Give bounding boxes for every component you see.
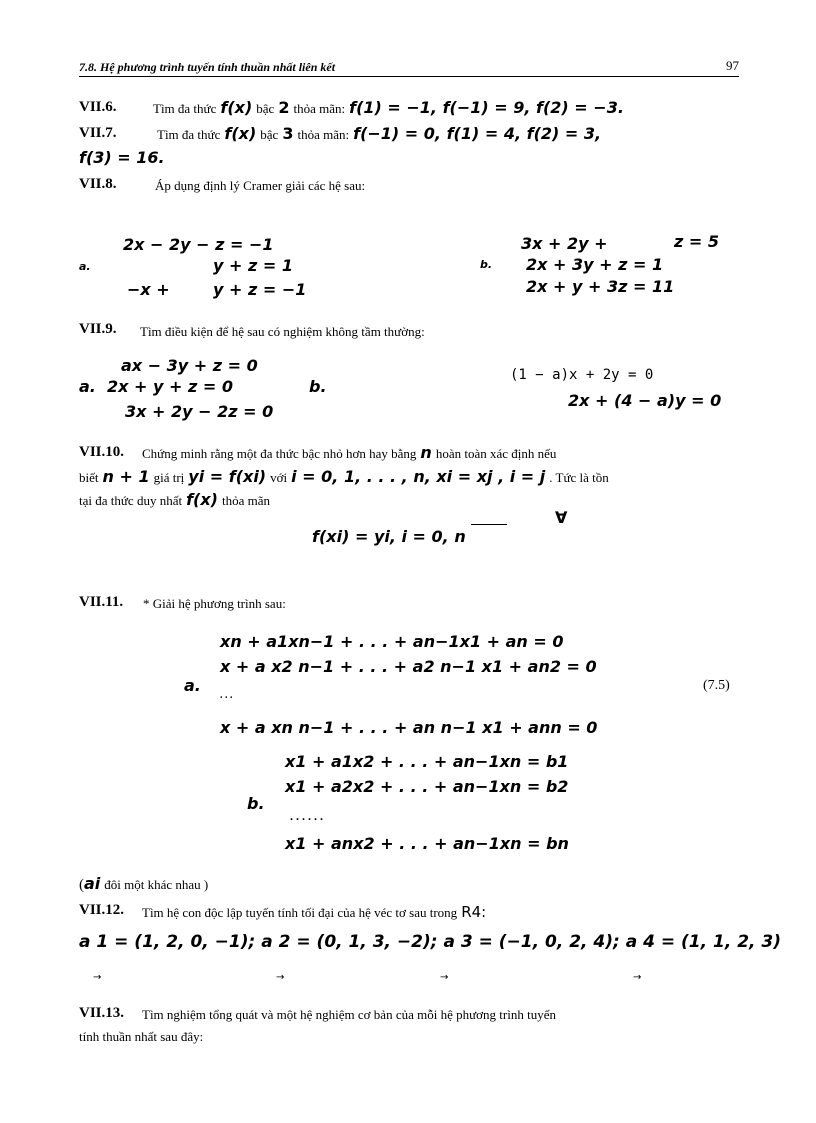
p10-line2c: với	[270, 470, 288, 485]
p12-vectors: a 1 = (1, 2, 0, −1); a 2 = (0, 1, 3, −2); a 3 = (−1, 0, 2, 4); a 4 = (1, 1, 2, 3)	[79, 932, 782, 952]
p11-b-label: b.	[247, 794, 265, 813]
p10-fx: f(x)	[186, 490, 218, 509]
p9-a-eq3: 3x + 2y − 2z = 0	[125, 402, 274, 421]
p11-b-dots: . . . . . .	[290, 809, 323, 823]
problem-label-11: VII.11.	[79, 594, 124, 610]
vector-arrow-3: →	[440, 972, 449, 983]
p11-note-text: đôi một khác nhau )	[104, 877, 209, 892]
p8-text: Áp dụng định lý Cramer giải các hệ sau:	[155, 178, 366, 193]
p7-text1: Tìm đa thức	[157, 127, 221, 142]
p10-line3a: tại đa thức duy nhất	[79, 493, 183, 508]
p7-cond2: f(3) = 16.	[79, 148, 165, 167]
p8-a-eq1: 2x − 2y − z = −1	[123, 235, 274, 254]
problem-6	[153, 98, 624, 118]
p12-space: R4:	[461, 903, 487, 921]
p10-yi: yi = f(xi)	[188, 467, 267, 486]
p6-fx: f(x)	[220, 98, 253, 117]
p8-b-eq1a: 3x + 2y +	[521, 234, 608, 253]
p11-b-eq3: x1 + anx2 + . . . + an−1xn = bn	[285, 834, 569, 853]
problem-7	[157, 124, 601, 144]
p13-line1: Tìm nghiệm tổng quát và một hệ nghiệm cơ bản của mỗi hệ phương trình tuyến	[142, 1007, 556, 1022]
equation-number: (7.5)	[703, 678, 730, 693]
p10-line2a: biết	[79, 470, 99, 485]
problem-label-10: VII.10.	[79, 444, 125, 460]
p11-a-eq2: x + a x2 n−1 + . . . + a2 n−1 x1 + an2 = 0	[220, 657, 597, 676]
p6-text1: Tìm đa thức	[153, 101, 217, 116]
p6-text3: thỏa mãn:	[293, 101, 346, 116]
p9-a-eq2: 2x + y + z = 0	[107, 377, 233, 396]
p10-line2d: . Tức là tồn	[549, 470, 609, 485]
p8-a-eq2: y + z = 1	[213, 256, 293, 275]
p11-a-dots: . . .	[220, 690, 233, 701]
p10-line3b: thỏa mãn	[221, 493, 270, 508]
p9-text: Tìm điều kiện để hệ sau có nghiệm không tầm thường:	[140, 324, 425, 339]
p9-b-eq1: (1 − a)x + 2y = 0	[510, 367, 654, 383]
p11-a-eq3: x + a xn n−1 + . . . + an n−1 x1 + ann = 0	[220, 718, 598, 737]
p7-text2: bậc	[260, 127, 279, 142]
p9-b-label: b.	[309, 377, 327, 396]
problem-label-13: VII.13.	[79, 1005, 125, 1021]
p6-deg: 2	[278, 98, 290, 117]
p8-b-eq2: 2x + 3y + z = 1	[526, 255, 664, 274]
p7-deg: 3	[282, 124, 294, 143]
p10-forall: ∀	[555, 508, 568, 527]
p11-note	[79, 874, 208, 894]
p13-line2: tính thuần nhất sau đây:	[79, 1029, 204, 1044]
page-number: 97	[726, 58, 739, 73]
p11-a-eq1: xn + a1xn−1 + . . . + an−1x1 + an = 0	[220, 632, 564, 651]
p7-text3: thỏa mãn:	[297, 127, 350, 142]
p11-b-eq2: x1 + a2x2 + . . . + an−1xn = b2	[285, 777, 569, 796]
page-header	[79, 58, 739, 77]
p10-ivals: i = 0, 1, . . . , n, xi = xj , i = j	[291, 467, 546, 486]
p6-text2: bậc	[256, 101, 275, 116]
p7-fx: f(x)	[224, 124, 257, 143]
problem-label-6: VII.6.	[79, 99, 117, 115]
p9-a-eq1: ax − 3y + z = 0	[121, 356, 258, 375]
p8-b-eq3: 2x + y + 3z = 11	[526, 277, 675, 296]
p8-b-eq1b: z = 5	[674, 232, 719, 251]
vector-arrow-4: →	[633, 972, 642, 983]
p9-a-label: a.	[79, 377, 96, 396]
p10-line2	[79, 467, 609, 487]
p8-a-label: a.	[79, 260, 91, 273]
problem-label-12: VII.12.	[79, 902, 125, 918]
problem-label-7: VII.7.	[79, 125, 117, 141]
p7-cond: f(−1) = 0, f(1) = 4, f(2) = 3,	[353, 124, 602, 143]
overline	[471, 524, 507, 525]
p12-line	[142, 903, 486, 922]
vector-arrow-1: →	[93, 972, 102, 983]
p10-np1: n + 1	[102, 467, 150, 486]
p11-note-ai: ai	[84, 874, 101, 893]
p10-line1b: hoàn toàn xác định nếu	[435, 446, 557, 461]
section-title: 7.8. Hệ phương trình tuyến tính thuần nhất liên kết	[79, 60, 336, 74]
p10-line3	[79, 490, 270, 510]
p8-a-eq3b: y + z = −1	[213, 280, 307, 299]
p10-line1-text: Chứng minh rằng một đa thức bậc nhỏ hơn hay bằng	[142, 446, 417, 461]
p10-line2b: giá trị	[153, 470, 185, 485]
p11-note-open: (	[79, 877, 84, 893]
p10-formula: f(xi) = yi, i = 0, n	[312, 527, 466, 546]
problem-label-8: VII.8.	[79, 176, 117, 192]
p11-text: * Giải hệ phương trình sau:	[143, 596, 286, 611]
p8-b-label: b.	[480, 258, 493, 271]
problem-label-9: VII.9.	[79, 321, 117, 337]
p9-b-eq2: 2x + (4 − a)y = 0	[568, 391, 722, 410]
p8-a-eq3a: −x +	[127, 280, 170, 299]
p11-a-label: a.	[184, 676, 201, 695]
p10-n: n	[420, 443, 432, 462]
p12-text: Tìm hệ con độc lập tuyến tính tối đại của hệ véc tơ sau trong	[142, 905, 458, 920]
vector-arrow-2: →	[276, 972, 285, 983]
p6-cond: f(1) = −1, f(−1) = 9, f(2) = −3.	[349, 98, 624, 117]
p11-b-eq1: x1 + a1x2 + . . . + an−1xn = b1	[285, 752, 569, 771]
p10-line1	[142, 443, 556, 463]
